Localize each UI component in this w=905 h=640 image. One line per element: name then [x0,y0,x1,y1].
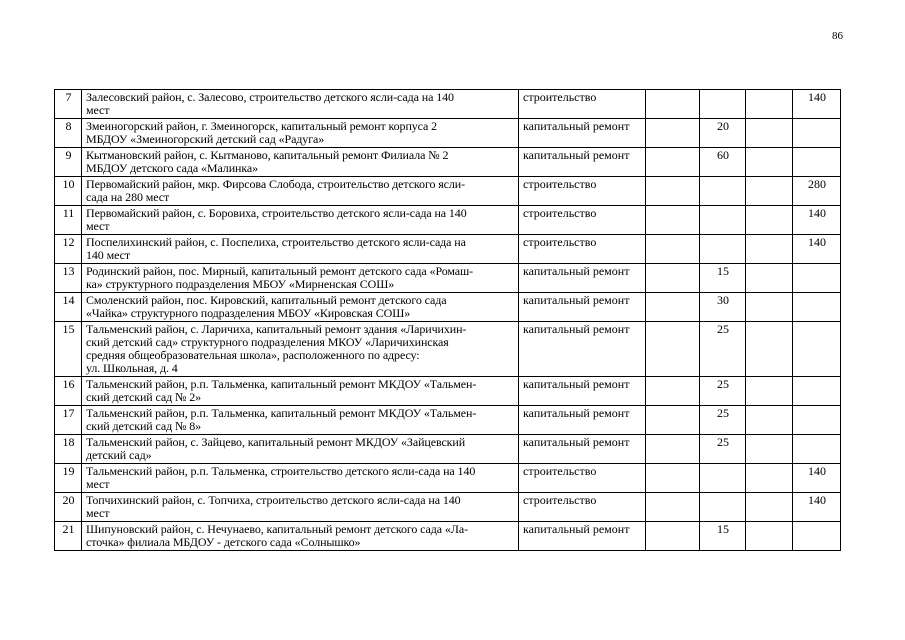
value-cell-2: 25 [700,435,746,464]
work-type-cell: капитальный ремонт [519,406,646,435]
description-line: Первомайский район, мкр. Фирсова Слобода, строительство детского ясли- [86,177,466,191]
value-cell-2 [700,493,746,522]
value-cell-3 [746,90,793,119]
work-type-cell: строительство [519,177,646,206]
work-type-cell: строительство [519,206,646,235]
description-line: 140 мест [86,248,130,262]
value-cell-2: 20 [700,119,746,148]
value-cell-2: 15 [700,522,746,551]
value-cell-1 [646,322,700,377]
description-cell [82,464,519,493]
description-line: средняя общеобразовательная школа», расположенного по адресу: [86,348,420,362]
description-line: Тальменский район, с. Ларичиха, капитальный ремонт здания «Ларичихин- [86,322,467,336]
table-body [55,90,841,551]
value-cell-3 [746,493,793,522]
description-line: Поспелихинский район, с. Поспелиха, строительство детского ясли-сада на [86,235,466,249]
table-row [55,119,841,148]
value-cell-4 [793,148,841,177]
value-cell-3 [746,406,793,435]
value-cell-1 [646,435,700,464]
value-cell-4 [793,435,841,464]
value-cell-3 [746,435,793,464]
description-cell [82,90,519,119]
value-cell-1 [646,522,700,551]
description-line: Тальменский район, р.п. Тальменка, строительство детского ясли-сада на 140 [86,464,476,478]
value-cell-3 [746,264,793,293]
value-cell-4: 140 [793,464,841,493]
description-line: мест [86,219,110,233]
work-type-cell: строительство [519,464,646,493]
description-cell [82,264,519,293]
description-cell [82,435,519,464]
table-row [55,493,841,522]
row-number-cell: 20 [55,493,82,522]
description-cell [82,235,519,264]
work-type-cell: капитальный ремонт [519,522,646,551]
value-cell-3 [746,293,793,322]
work-type-cell: строительство [519,90,646,119]
description-line: ский детский сад № 2» [86,390,202,404]
work-type-cell: строительство [519,493,646,522]
value-cell-3 [746,177,793,206]
description-line: МБДОУ «Змеиногорский детский сад «Радуга» [86,132,325,146]
row-number-cell: 11 [55,206,82,235]
table-row [55,293,841,322]
value-cell-1 [646,119,700,148]
work-type-cell: капитальный ремонт [519,435,646,464]
row-number-cell: 9 [55,148,82,177]
table-row [55,177,841,206]
value-cell-1 [646,293,700,322]
value-cell-3 [746,119,793,148]
value-cell-4 [793,293,841,322]
description-line: МБДОУ детского сада «Малинка» [86,161,259,175]
value-cell-4 [793,406,841,435]
table-row [55,322,841,377]
row-number-cell: 18 [55,435,82,464]
value-cell-4: 140 [793,206,841,235]
description-line: Родинский район, пос. Мирный, капитальный ремонт детского сада «Ромаш- [86,264,474,278]
row-number-cell: 7 [55,90,82,119]
work-type-cell: капитальный ремонт [519,264,646,293]
table-row [55,435,841,464]
description-line: Змеиногорский район, г. Змеиногорск, капитальный ремонт корпуса 2 [86,119,438,133]
table-row [55,264,841,293]
value-cell-1 [646,206,700,235]
description-cell [82,406,519,435]
value-cell-4: 140 [793,90,841,119]
description-line: Кытмановский район, с. Кытманово, капитальный ремонт Филиала № 2 [86,148,449,162]
row-number-cell: 14 [55,293,82,322]
row-number-cell: 10 [55,177,82,206]
row-number-cell: 16 [55,377,82,406]
value-cell-4: 140 [793,235,841,264]
description-line: Топчихинский район, с. Топчиха, строительство детского ясли-сада на 140 [86,493,461,507]
row-number-cell: 19 [55,464,82,493]
value-cell-3 [746,235,793,264]
description-cell [82,206,519,235]
work-type-cell: строительство [519,235,646,264]
value-cell-1 [646,148,700,177]
value-cell-4 [793,522,841,551]
value-cell-1 [646,493,700,522]
value-cell-3 [746,322,793,377]
value-cell-1 [646,406,700,435]
value-cell-2 [700,177,746,206]
description-line: Залесовский район, с. Залесово, строительство детского ясли-сада на 140 [86,90,454,104]
description-line: Шипуновский район, с. Нечунаево, капитальный ремонт детского сада «Ла- [86,522,468,536]
value-cell-2: 60 [700,148,746,177]
table-row [55,148,841,177]
description-cell [82,119,519,148]
value-cell-2 [700,90,746,119]
value-cell-2: 25 [700,322,746,377]
description-line: ка» структурного подразделения МБОУ «Мирненская СОШ» [86,277,395,291]
table-row [55,377,841,406]
value-cell-3 [746,464,793,493]
description-cell [82,148,519,177]
work-type-cell: капитальный ремонт [519,293,646,322]
table-row [55,522,841,551]
value-cell-2: 25 [700,406,746,435]
description-line: мест [86,506,110,520]
value-cell-4 [793,377,841,406]
description-cell [82,177,519,206]
description-line: сточка» филиала МБДОУ - детского сада «Солнышко» [86,535,361,549]
description-line: детский сад» [86,448,152,462]
value-cell-3 [746,377,793,406]
description-line: мест [86,477,110,491]
value-cell-2 [700,206,746,235]
description-line: сада на 280 мест [86,190,170,204]
table-row [55,464,841,493]
value-cell-4 [793,119,841,148]
value-cell-2 [700,235,746,264]
value-cell-2: 30 [700,293,746,322]
value-cell-1 [646,464,700,493]
value-cell-1 [646,235,700,264]
table-row [55,90,841,119]
value-cell-4 [793,264,841,293]
value-cell-3 [746,522,793,551]
table-row [55,206,841,235]
row-number-cell: 8 [55,119,82,148]
row-number-cell: 21 [55,522,82,551]
description-line: Смоленский район, пос. Кировский, капитальный ремонт детского сада [86,293,447,307]
description-line: ский детский сад» структурного подразделения МКОУ «Ларичихинская [86,335,449,349]
work-type-cell: капитальный ремонт [519,119,646,148]
table-row [55,406,841,435]
description-line: ул. Школьная, д. 4 [86,361,178,375]
description-line: мест [86,103,110,117]
value-cell-1 [646,377,700,406]
value-cell-3 [746,206,793,235]
work-type-cell: капитальный ремонт [519,377,646,406]
row-number-cell: 15 [55,322,82,377]
table-row [55,235,841,264]
description-line: Тальменский район, с. Зайцево, капитальный ремонт МКДОУ «Зайцевский [86,435,466,449]
value-cell-1 [646,264,700,293]
row-number-cell: 17 [55,406,82,435]
description-line: Первомайский район, с. Боровиха, строительство детского ясли-сада на 140 [86,206,467,220]
value-cell-4: 140 [793,493,841,522]
value-cell-1 [646,177,700,206]
page-number: 86 [832,30,843,42]
work-type-cell: капитальный ремонт [519,322,646,377]
value-cell-2 [700,464,746,493]
description-line: Тальменский район, р.п. Тальменка, капитальный ремонт МКДОУ «Тальмен- [86,377,477,391]
value-cell-3 [746,148,793,177]
description-line: ский детский сад № 8» [86,419,202,433]
work-type-cell: капитальный ремонт [519,148,646,177]
row-number-cell: 13 [55,264,82,293]
value-cell-1 [646,90,700,119]
value-cell-4: 280 [793,177,841,206]
description-cell [82,293,519,322]
facilities-table [54,89,841,551]
value-cell-2: 25 [700,377,746,406]
description-line: «Чайка» структурного подразделения МБОУ «Кировская СОШ» [86,306,411,320]
description-cell [82,493,519,522]
value-cell-2: 15 [700,264,746,293]
row-number-cell: 12 [55,235,82,264]
description-cell [82,322,519,377]
value-cell-4 [793,322,841,377]
description-cell [82,522,519,551]
description-line: Тальменский район, р.п. Тальменка, капитальный ремонт МКДОУ «Тальмен- [86,406,477,420]
description-cell [82,377,519,406]
